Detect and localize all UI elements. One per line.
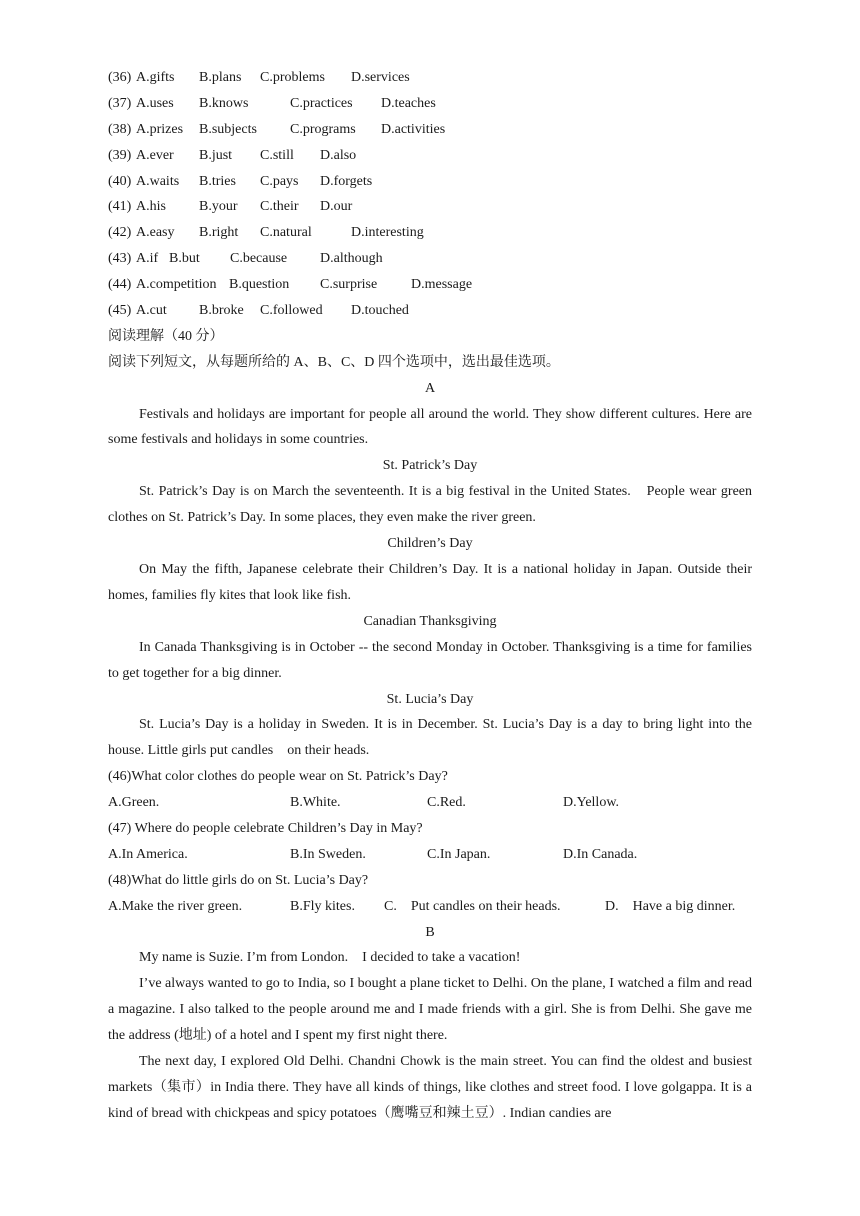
option-a: A.Green. [108,795,160,811]
question-number: (39) [108,147,132,163]
option-c: C.Red. [427,795,466,811]
option-a: A.competition [136,277,217,293]
option-a: A.uses [136,95,174,111]
answer-options-47 [108,842,752,868]
passage-a-intro: Festivals and holidays are important for people all around the world. They show different cultures. Here are some festivals and holidays in some countries. [108,406,752,448]
question-number: (43) [108,251,132,267]
option-c: C.In Japan. [427,846,491,862]
option-a: A.Make the river green. [108,898,243,914]
option-d: D.although [320,251,383,267]
option-d: D.interesting [351,225,424,241]
question-number: (40) [108,173,132,189]
heading-st-lucias-day: St. Lucia’s Day [386,691,474,707]
passage-a-label: A [424,380,436,396]
option-d: D. Have a big dinner. [605,898,736,914]
question-47: (47) Where do people celebrate Children’s Day in May? [108,820,423,836]
option-d: D.services [351,70,410,85]
exam-page [108,65,766,1127]
cloze-row-41 [108,194,752,220]
cloze-row-40 [108,169,752,195]
option-c: C. Put candles on their heads. [384,898,561,914]
option-d: D.teaches [381,95,436,111]
option-b: B.question [229,277,290,293]
passage-b-paragraph-3: The next day, I explored Old Delhi. Chandni Chowk is the main street. You can find the oldest and busiest markets（集市）in India there. They have all kinds of things, like clothes and street food. I love golgappa. It is a kind of bread with chickpeas and spicy potatoes（鹰嘴豆和辣土豆）. Indian candies are [108,1054,752,1121]
option-c: C.still [260,147,294,163]
option-c: C.followed [260,303,323,319]
option-a: A.In America. [108,846,188,862]
option-b: B.knows [199,95,249,111]
option-b: B.but [169,251,200,267]
instructions: 阅读下列短文，从每题所给的 A、B、C、D 四个选项中，选出最佳选项。 [108,354,560,370]
option-b: B.broke [199,303,244,319]
heading-st-patricks-day: St. Patrick’s Day [382,458,478,474]
option-b: B.your [199,199,238,215]
cloze-options-list [108,65,752,324]
option-d: D.our [320,199,353,215]
paragraph-st-lucias-day: St. Lucia’s Day is a holiday in Sweden. It is in December. St. Lucia’s Day is a day to bring light into the house. Little girls put candles on their heads. [108,717,766,759]
heading-childrens-day: Children’s Day [387,536,473,552]
option-b: B.plans [199,70,242,85]
option-d: D.Yellow. [563,795,620,811]
option-c: C.practices [290,95,353,111]
answer-options-48 [108,894,752,920]
question-48: (48)What do little girls do on St. Lucia’s Day? [108,872,369,888]
option-b: B.right [199,225,239,241]
option-c: C.pays [260,173,299,189]
option-c: C.problems [260,70,325,85]
option-a: A.prizes [136,121,184,137]
passage-b-paragraph-1: My name is Suzie. I’m from London. I decided to take a vacation! [139,950,521,966]
option-a: A.ever [136,147,174,163]
question-46: (46)What color clothes do people wear on St. Patrick’s Day? [108,769,448,785]
cloze-row-44 [108,272,752,298]
question-number: (41) [108,199,132,215]
cloze-row-39 [108,143,752,169]
option-c: C.programs [290,121,356,137]
option-d: D.message [411,277,473,293]
option-b: B.subjects [199,121,257,137]
cloze-row-37 [108,91,752,117]
paragraph-canadian-thanksgiving: In Canada Thanksgiving is in October -- the second Monday in October. Thanksgiving is a time for families to get together for a big dinner. [108,639,752,681]
cloze-row-43 [108,246,752,272]
option-b: B.White. [290,795,341,811]
option-c: C.their [260,199,299,215]
paragraph-childrens-day: On May the fifth, Japanese celebrate their Children’s Day. It is a national holiday in Japan. Outside their homes, families fly kites that look like fish. [108,561,766,603]
option-a: A.his [136,199,166,215]
section-title: 阅读理解（40 分） [108,328,224,344]
option-d: D.forgets [320,173,373,189]
option-b: B.just [199,147,233,163]
question-number: (45) [108,303,132,319]
cloze-row-45 [108,298,752,324]
option-d: D.also [320,147,357,163]
cloze-row-42 [108,220,752,246]
question-number: (36) [108,70,132,85]
option-b: B.In Sweden. [290,846,366,862]
option-d: D.touched [351,303,409,319]
option-a: A.gifts [136,70,175,85]
question-number: (38) [108,121,132,137]
option-a: A.if [136,251,159,267]
option-d: D.activities [381,121,446,137]
question-number: (44) [108,277,132,293]
option-a: A.cut [136,303,167,319]
answer-options-46 [108,790,752,816]
option-d: D.In Canada. [563,846,638,862]
option-c: C.natural [260,225,312,241]
option-a: A.easy [136,225,175,241]
passage-b-paragraph-2: I’ve always wanted to go to India, so I bought a plane ticket to Delhi. On the plane, I watched a film and read a magazine. I also talked to the people around me and I made friends with a girl. She is from Delhi. She gave me the address (地址) of a hotel and I spent my first night there. [108,976,752,1044]
heading-canadian-thanksgiving: Canadian Thanksgiving [363,613,497,629]
option-a: A.waits [136,173,180,189]
paragraph-st-patricks-day: St. Patrick’s Day is on March the seventeenth. It is a big festival in the United States. People wear green clothes on St. Patrick’s Day. In some places, they even make the river green. [108,484,752,526]
passage-b-label: B [425,924,435,940]
option-c: C.surprise [320,277,378,293]
cloze-row-36 [108,65,752,91]
option-c: C.because [230,251,288,267]
question-number: (42) [108,225,132,241]
cloze-row-38 [108,117,752,143]
question-number: (37) [108,95,132,111]
option-b: B.Fly kites. [290,898,355,914]
option-b: B.tries [199,173,236,189]
